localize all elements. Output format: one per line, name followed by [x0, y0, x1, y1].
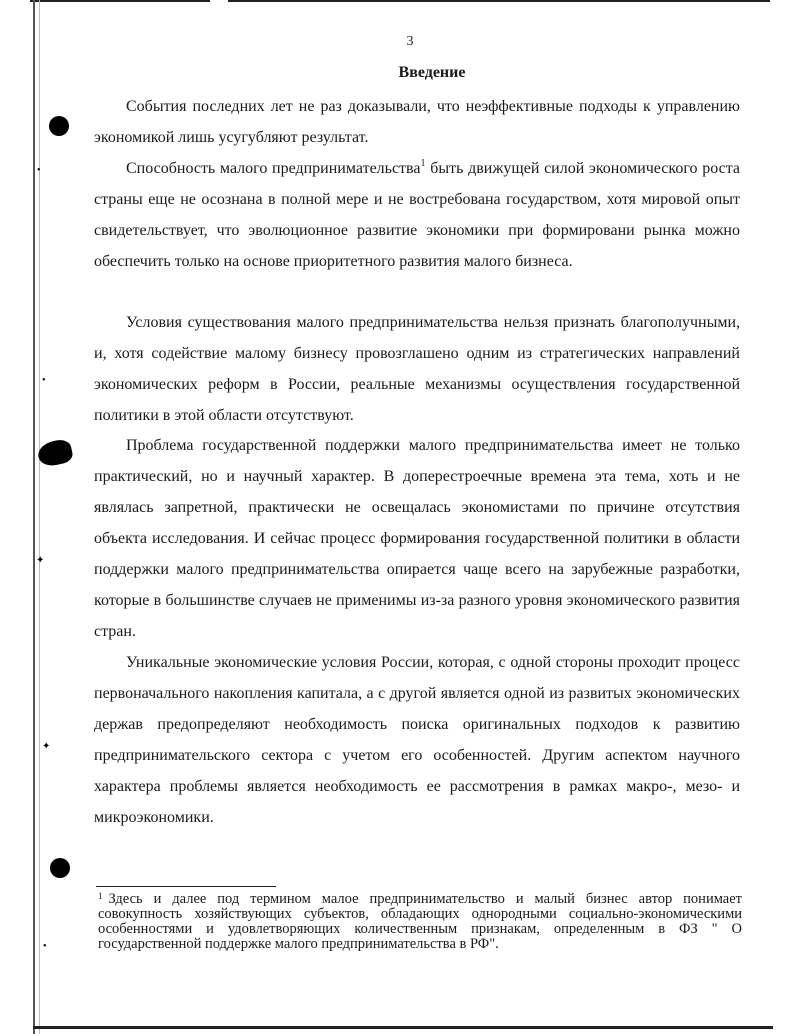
punch-hole-icon	[49, 116, 69, 136]
scan-top-border	[30, 0, 770, 5]
footnote-marker: 1	[98, 891, 103, 901]
scan-left-edge-inner	[39, 0, 40, 1034]
footnote-text: Здесь и далее под термином малое предпринимательство и малый бизнес автор понимает совокупность хозяйствующих субъектов, обладающих однородными социально-экономическими особенностями и удовлетворяющих количественным признакам, определенным в ФЗ " О государственной поддержке малого предпринимательства в РФ".	[98, 891, 742, 952]
footnote-reference[interactable]: 1	[420, 158, 426, 169]
page-title: Введение	[398, 64, 466, 81]
scan-speck: •	[43, 941, 47, 952]
paragraph	[94, 153, 740, 277]
paragraph: Проблема государственной поддержки малого предпринимательства имеет не только практический, но и научный характер. В доперестроечные времена эта тема, хоть и не являлась запретной, практически не освещалась экономистами по причине отсутствия объекта исследования. И сейчас процесс формирования государственной политики в области поддержки малого предпринимательства опирается чаще всего на зарубежные разработки, которые в большинстве случаев не применимы из-за разного уровня экономического развития стран.	[94, 437, 740, 640]
scan-left-edge	[33, 0, 35, 1034]
scan-bottom-border	[33, 1026, 773, 1029]
scan-top-gap	[210, 0, 228, 4]
paragraph: Условия существования малого предпринимательства нельзя признать благополучными, и, хотя содействие малому бизнесу провозглашено одним из стратегических направлений экономических реформ в России, реальные механизмы осуществления государственной политики в этой области отсутствуют.	[94, 314, 740, 424]
footnote	[98, 892, 742, 952]
paragraph-lead: Способность малого предпринимательства	[126, 160, 421, 177]
footnote-divider	[96, 886, 276, 887]
scan-speck: ✦	[42, 741, 51, 752]
scan-speck: •	[37, 165, 41, 176]
scan-speck: ✦	[36, 555, 45, 566]
paragraph-rest: быть движущей силой экономического роста страны еще не осознана в полной мере и не востребована государством, хотя мировой опыт свидетельствует, что эволюционное развитие экономики при формировани рынка можно обеспечить только на основе приоритетного развития малого бизнеса.	[94, 160, 741, 270]
paragraph: Уникальные экономические условия России, которая, с одной стороны проходит процесс первоначального накопления капитала, а с другой является одной из развитых экономических держав предопределяют необходимость поиска оригинальных подходов к развитию предпринимательского сектора с учетом его особенностей. Другим аспектом научного характера проблемы является необходимость ее рассмотрения в рамках макро-, мезо- и микроэкономики.	[94, 654, 740, 826]
paragraph: События последних лет не раз доказывали, что неэффективные подходы к управлению экономикой лишь усугубляют результат.	[94, 98, 740, 146]
punch-hole-icon	[50, 858, 70, 878]
page-number: 3	[406, 34, 414, 49]
scan-speck: •	[42, 375, 46, 386]
punch-hole-icon	[36, 438, 74, 469]
